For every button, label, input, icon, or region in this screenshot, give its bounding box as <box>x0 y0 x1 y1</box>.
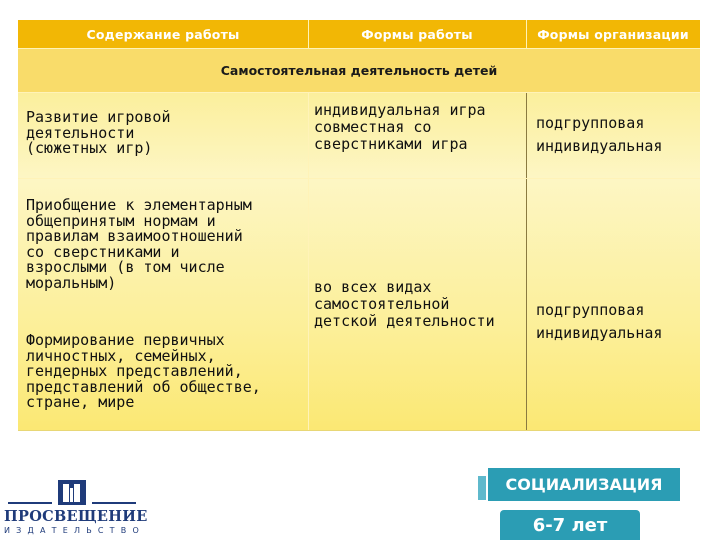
row2-forms-text: во всех видах самостоятельной детской деятельности <box>314 278 495 330</box>
row2-content-extra-text: Формирование первичных личностных, семейных, гендерных представлений, представлений об обществе, стране, мире <box>26 331 261 411</box>
grid-line <box>18 430 700 431</box>
publisher-sub: ИЗДАТЕЛЬСТВО <box>4 526 145 535</box>
grid-line <box>308 92 309 431</box>
header-forms-of-organization <box>526 20 700 48</box>
section-title-label: Самостоятельная деятельность детей <box>220 62 498 78</box>
row2-forms-cell <box>308 178 526 431</box>
header-label: Содержание работы <box>86 26 240 42</box>
badge-stripe <box>478 476 486 500</box>
grid-line <box>18 48 700 49</box>
publisher-name: ПРОСВЕЩЕНИЕ <box>4 508 148 525</box>
row1-content-cell <box>18 92 308 178</box>
grid-line <box>526 20 527 48</box>
row1-organization-text: подгрупповая индивидуальная <box>536 114 663 155</box>
header-forms-of-work <box>308 20 526 48</box>
grid-line <box>18 92 700 93</box>
header-label: Формы работы <box>361 26 473 42</box>
row1-forms-cell <box>308 92 526 178</box>
section-badge <box>488 468 680 501</box>
row2-content-text: Приобщение к элементарным общепринятым нормам и правилам взаимоотношений со сверстниками и взрослыми (в том числе моральным) <box>26 196 252 292</box>
row1-organization-cell <box>526 92 700 178</box>
header-content-of-work <box>18 20 308 48</box>
row1-forms-text: индивидуальная игра совместная со сверстниками игра <box>314 101 486 153</box>
age-badge <box>500 510 640 540</box>
age-badge-label: 6-7 лет <box>532 514 608 536</box>
grid-line <box>308 20 309 48</box>
grid-line <box>18 178 700 179</box>
row2-content-cell <box>18 178 308 431</box>
grid-line <box>526 92 527 431</box>
row2-organization-text: подгрупповая индивидуальная <box>536 301 663 342</box>
section-title <box>18 48 700 92</box>
row2-organization-cell <box>526 178 700 431</box>
header-label: Формы организации <box>537 26 689 42</box>
section-badge-label: СОЦИАЛИЗАЦИЯ <box>505 475 663 494</box>
row1-content-text: Развитие игровой деятельности (сюжетных игр) <box>26 108 171 157</box>
activity-table <box>18 20 700 431</box>
